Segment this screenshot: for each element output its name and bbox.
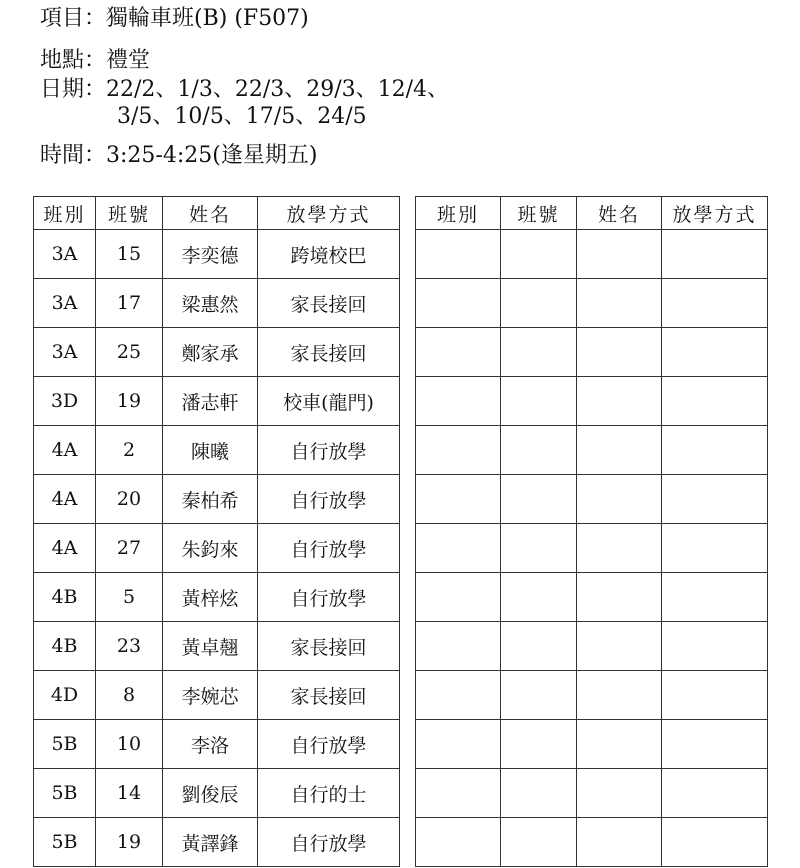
blank-table-row: [416, 230, 768, 279]
blank-cell-number: [501, 622, 577, 671]
cell-number: 25: [96, 328, 163, 377]
cell-name: 陳曦: [163, 426, 258, 475]
blank-cell-class: [416, 671, 501, 720]
table-row: [34, 377, 400, 426]
cell-number: 15: [96, 230, 163, 279]
blank-cell-dismissal: [662, 622, 768, 671]
cell-dismissal: 自行的士: [258, 769, 400, 818]
blank-cell-class: [416, 524, 501, 573]
cell-class: 5B: [34, 818, 96, 867]
dates-line: [40, 77, 449, 103]
blank-table-row: [416, 720, 768, 769]
blank-cell-dismissal: [662, 720, 768, 769]
header-dismissal: 放學方式: [258, 197, 400, 230]
cell-name: 劉俊辰: [163, 769, 258, 818]
blank-cell-class: [416, 279, 501, 328]
blank-cell-number: [501, 769, 577, 818]
cell-number: 19: [96, 377, 163, 426]
blank-cell-dismissal: [662, 475, 768, 524]
blank-table-row: [416, 769, 768, 818]
cell-number: 14: [96, 769, 163, 818]
cell-number: 23: [96, 622, 163, 671]
time-line: [40, 143, 317, 169]
cell-class: 3D: [34, 377, 96, 426]
cell-dismissal: 自行放學: [258, 475, 400, 524]
table-row: [34, 818, 400, 867]
time-label: 時間：: [40, 143, 107, 168]
cell-name: 潘志軒: [163, 377, 258, 426]
blank-cell-name: [577, 279, 662, 328]
cell-name: 李婉芯: [163, 671, 258, 720]
blank-cell-class: [416, 230, 501, 279]
blank-cell-name: [577, 377, 662, 426]
cell-number: 17: [96, 279, 163, 328]
blank-cell-name: [577, 524, 662, 573]
cell-name: 朱鈞來: [163, 524, 258, 573]
time-value: 3:25-4:25(逢星期五): [106, 143, 318, 168]
blank-cell-number: [501, 720, 577, 769]
dates-value-line2: 3/5、10/5、17/5、24/5: [117, 104, 367, 129]
blank-cell-name: [577, 720, 662, 769]
blank-cell-number: [501, 328, 577, 377]
blank-cell-number: [501, 279, 577, 328]
table-row: [34, 524, 400, 573]
table-row: [34, 720, 400, 769]
blank-cell-dismissal: [662, 573, 768, 622]
blank-cell-number: [501, 818, 577, 867]
student-roster-table: [33, 196, 400, 867]
blank-cell-name: [577, 328, 662, 377]
blank-cell-name: [577, 426, 662, 475]
blank-cell-class: [416, 769, 501, 818]
blank-cell-name: [577, 230, 662, 279]
blank-table-row: [416, 622, 768, 671]
blank-cell-class: [416, 377, 501, 426]
cell-dismissal: 校車(龍門): [258, 377, 400, 426]
table-header-row: [416, 197, 768, 230]
cell-number: 19: [96, 818, 163, 867]
cell-class: 4A: [34, 426, 96, 475]
blank-cell-number: [501, 671, 577, 720]
blank-table-row: [416, 328, 768, 377]
blank-cell-dismissal: [662, 328, 768, 377]
dates-value-line1: 22/2、1/3、22/3、29/3、12/4、: [106, 77, 450, 102]
cell-dismissal: 自行放學: [258, 720, 400, 769]
cell-class: 5B: [34, 720, 96, 769]
cell-class: 3A: [34, 328, 96, 377]
blank-cell-number: [501, 524, 577, 573]
cell-name: 梁惠然: [163, 279, 258, 328]
table-row: [34, 475, 400, 524]
blank-cell-dismissal: [662, 426, 768, 475]
blank-cell-name: [577, 622, 662, 671]
blank-cell-dismissal: [662, 818, 768, 867]
cell-name: 黃卓翹: [163, 622, 258, 671]
header-class: 班別: [34, 197, 96, 230]
table-row: [34, 230, 400, 279]
cell-class: 5B: [34, 769, 96, 818]
cell-class: 4A: [34, 475, 96, 524]
blank-cell-number: [501, 573, 577, 622]
blank-table-row: [416, 524, 768, 573]
blank-table-row: [416, 818, 768, 867]
cell-class: 4B: [34, 573, 96, 622]
blank-cell-class: [416, 573, 501, 622]
cell-class: 4A: [34, 524, 96, 573]
cell-dismissal: 自行放學: [258, 426, 400, 475]
blank-table-row: [416, 475, 768, 524]
blank-table-row: [416, 573, 768, 622]
blank-table-row: [416, 279, 768, 328]
blank-cell-dismissal: [662, 377, 768, 426]
header-name: 姓名: [163, 197, 258, 230]
blank-cell-name: [577, 475, 662, 524]
cell-name: 黃譯鋒: [163, 818, 258, 867]
cell-number: 20: [96, 475, 163, 524]
blank-cell-class: [416, 622, 501, 671]
table-row: [34, 426, 400, 475]
header-number: 班號: [501, 197, 577, 230]
blank-cell-name: [577, 573, 662, 622]
blank-table-row: [416, 377, 768, 426]
table-row: [34, 573, 400, 622]
blank-cell-dismissal: [662, 671, 768, 720]
blank-cell-number: [501, 475, 577, 524]
cell-number: 2: [96, 426, 163, 475]
blank-cell-number: [501, 377, 577, 426]
table-row: [34, 279, 400, 328]
project-line: [40, 6, 309, 32]
header-name: 姓名: [577, 197, 662, 230]
blank-cell-class: [416, 475, 501, 524]
blank-cell-dismissal: [662, 769, 768, 818]
blank-cell-name: [577, 671, 662, 720]
cell-dismissal: 自行放學: [258, 818, 400, 867]
blank-cell-dismissal: [662, 279, 768, 328]
cell-number: 8: [96, 671, 163, 720]
blank-cell-class: [416, 818, 501, 867]
table-row: [34, 671, 400, 720]
cell-name: 秦柏希: [163, 475, 258, 524]
cell-name: 黃梓炫: [163, 573, 258, 622]
dates-label: 日期：: [40, 77, 107, 102]
cell-class: 3A: [34, 230, 96, 279]
header-dismissal: 放學方式: [662, 197, 768, 230]
cell-dismissal: 家長接回: [258, 671, 400, 720]
table-row: [34, 622, 400, 671]
cell-dismissal: 家長接回: [258, 279, 400, 328]
cell-class: 4D: [34, 671, 96, 720]
dates-line-2: [117, 104, 367, 130]
venue-line: [40, 48, 150, 74]
blank-cell-class: [416, 720, 501, 769]
table-header-row: [34, 197, 400, 230]
blank-cell-dismissal: [662, 230, 768, 279]
cell-class: 3A: [34, 279, 96, 328]
cell-dismissal: 家長接回: [258, 328, 400, 377]
cell-name: 鄭家承: [163, 328, 258, 377]
blank-roster-table: [415, 196, 768, 867]
blank-cell-number: [501, 230, 577, 279]
table-row: [34, 328, 400, 377]
cell-class: 4B: [34, 622, 96, 671]
cell-number: 5: [96, 573, 163, 622]
cell-dismissal: 跨境校巴: [258, 230, 400, 279]
venue-label: 地點：: [40, 48, 107, 73]
table-row: [34, 769, 400, 818]
header-number: 班號: [96, 197, 163, 230]
cell-name: 李奕德: [163, 230, 258, 279]
blank-cell-name: [577, 769, 662, 818]
blank-cell-class: [416, 328, 501, 377]
blank-cell-class: [416, 426, 501, 475]
project-label: 項目：: [40, 6, 107, 31]
blank-cell-name: [577, 818, 662, 867]
cell-dismissal: 自行放學: [258, 524, 400, 573]
cell-dismissal: 家長接回: [258, 622, 400, 671]
blank-table-row: [416, 426, 768, 475]
blank-table-row: [416, 671, 768, 720]
cell-name: 李洛: [163, 720, 258, 769]
cell-dismissal: 自行放學: [258, 573, 400, 622]
header-class: 班別: [416, 197, 501, 230]
cell-number: 27: [96, 524, 163, 573]
blank-cell-number: [501, 426, 577, 475]
blank-cell-dismissal: [662, 524, 768, 573]
project-value: 獨輪車班(B) (F507): [106, 6, 309, 31]
venue-value: 禮堂: [106, 48, 151, 73]
cell-number: 10: [96, 720, 163, 769]
